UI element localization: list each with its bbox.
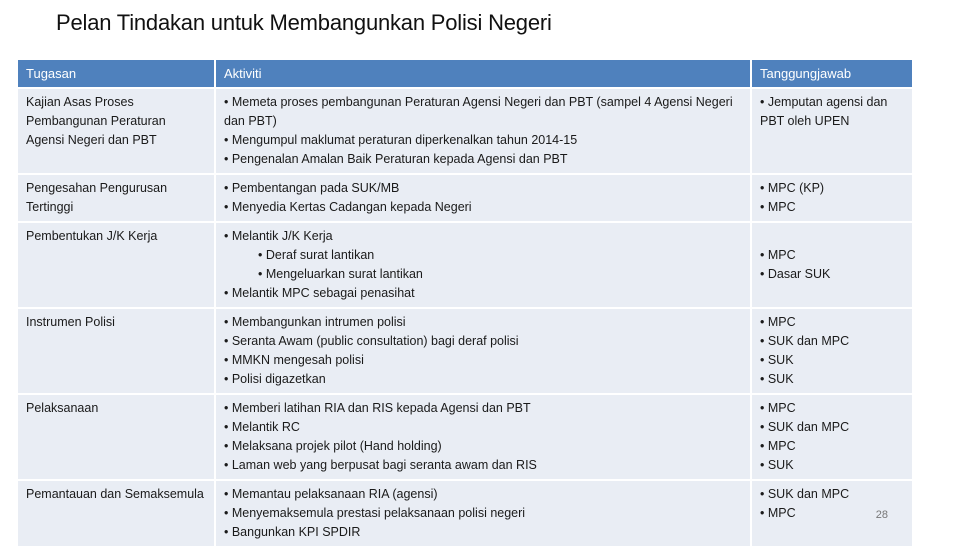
table-row bbox=[18, 307, 912, 393]
task-text: Pembentukan J/K Kerja bbox=[26, 229, 158, 243]
header-aktiviti: Aktiviti bbox=[216, 60, 752, 87]
activity-item: • Seranta Awam (public consultation) bagi deraf polisi bbox=[224, 334, 519, 348]
task-cell bbox=[18, 87, 216, 173]
activity-item: • Melantik MPC sebagai penasihat bbox=[224, 286, 415, 300]
responsible-item: • MPC bbox=[760, 506, 796, 520]
header-tanggungjawab: Tanggungjawab bbox=[752, 60, 912, 87]
task-text: Pelaksanaan bbox=[26, 401, 99, 415]
responsible-item: • MPC bbox=[760, 315, 796, 329]
responsible-item: • MPC (KP) bbox=[760, 181, 825, 195]
activity-cell bbox=[216, 87, 752, 173]
responsible-item: • Dasar SUK bbox=[760, 267, 831, 281]
task-text: Pemantauan dan Semaksemula bbox=[26, 487, 204, 501]
activity-item: • Memberi latihan RIA dan RIS kepada Agensi dan PBT bbox=[224, 401, 531, 415]
responsible-cell bbox=[752, 393, 912, 479]
responsible-item: • SUK bbox=[760, 353, 794, 367]
task-cell bbox=[18, 393, 216, 479]
table-row bbox=[18, 173, 912, 221]
task-cell bbox=[18, 307, 216, 393]
activity-cell bbox=[216, 393, 752, 479]
responsible-cell bbox=[752, 173, 912, 221]
responsible-cell bbox=[752, 479, 912, 546]
task-text: Instrumen Polisi bbox=[26, 315, 115, 329]
table-row bbox=[18, 221, 912, 307]
task-text: Pengesahan Pengurusan Tertinggi bbox=[26, 181, 168, 214]
activity-item: • Melantik RC bbox=[224, 420, 300, 434]
activity-subitem: • Deraf surat lantikan bbox=[258, 248, 375, 262]
responsible-item: • SUK dan MPC bbox=[760, 420, 850, 434]
page-number: 28 bbox=[875, 509, 888, 521]
activity-item: • Menyedia Kertas Cadangan kepada Negeri bbox=[224, 200, 472, 214]
activity-item: • Polisi digazetkan bbox=[224, 372, 326, 386]
task-cell bbox=[18, 173, 216, 221]
table-row bbox=[18, 479, 912, 546]
responsible-item: • Jemputan agensi dan PBT oleh UPEN bbox=[760, 95, 888, 128]
activity-cell bbox=[216, 221, 752, 307]
activity-subitem: • Mengeluarkan surat lantikan bbox=[258, 267, 423, 281]
responsible-item: • SUK bbox=[760, 458, 794, 472]
responsible-item: • MPC bbox=[760, 439, 796, 453]
header-tugasan: Tugasan bbox=[18, 60, 216, 87]
responsible-cell bbox=[752, 307, 912, 393]
table-header-row bbox=[18, 60, 912, 87]
action-plan-table bbox=[18, 60, 912, 546]
responsible-cell bbox=[752, 87, 912, 173]
task-cell bbox=[18, 479, 216, 546]
responsible-item: • SUK bbox=[760, 372, 794, 386]
activity-item: • Memeta proses pembangunan Peraturan Agensi Negeri dan PBT (sampel 4 Agensi Negeri dan PBT) bbox=[224, 95, 733, 128]
activity-item: • Pengenalan Amalan Baik Peraturan kepada Agensi dan PBT bbox=[224, 152, 568, 166]
activity-item: • Pembentangan pada SUK/MB bbox=[224, 181, 400, 195]
activity-item: • Membangunkan intrumen polisi bbox=[224, 315, 406, 329]
activity-item: • MMKN mengesah polisi bbox=[224, 353, 364, 367]
activity-item: • Menyemaksemula prestasi pelaksanaan polisi negeri bbox=[224, 506, 526, 520]
activity-cell bbox=[216, 479, 752, 546]
table-row bbox=[18, 87, 912, 173]
task-text: Kajian Asas Proses Pembangunan Peraturan Agensi Negeri dan PBT bbox=[26, 95, 166, 147]
responsible-item: • MPC bbox=[760, 248, 796, 262]
page-title: Pelan Tindakan untuk Membangunkan Polisi Negeri bbox=[56, 10, 552, 35]
responsible-item: • SUK dan MPC bbox=[760, 334, 850, 348]
responsible-item: • SUK dan MPC bbox=[760, 487, 850, 501]
responsible-item: • MPC bbox=[760, 401, 796, 415]
table-row bbox=[18, 393, 912, 479]
responsible-item: • MPC bbox=[760, 200, 796, 214]
activity-cell bbox=[216, 307, 752, 393]
activity-item: • Laman web yang berpusat bagi seranta awam dan RIS bbox=[224, 458, 537, 472]
activity-item: • Melantik J/K Kerja bbox=[224, 229, 333, 243]
activity-item: • Memantau pelaksanaan RIA (agensi) bbox=[224, 487, 438, 501]
responsible-cell bbox=[752, 221, 912, 307]
task-cell bbox=[18, 221, 216, 307]
activity-item: • Melaksana projek pilot (Hand holding) bbox=[224, 439, 442, 453]
activity-item: • Mengumpul maklumat peraturan diperkenalkan tahun 2014-15 bbox=[224, 133, 578, 147]
activity-cell bbox=[216, 173, 752, 221]
activity-item: • Bangunkan KPI SPDIR bbox=[224, 525, 361, 539]
